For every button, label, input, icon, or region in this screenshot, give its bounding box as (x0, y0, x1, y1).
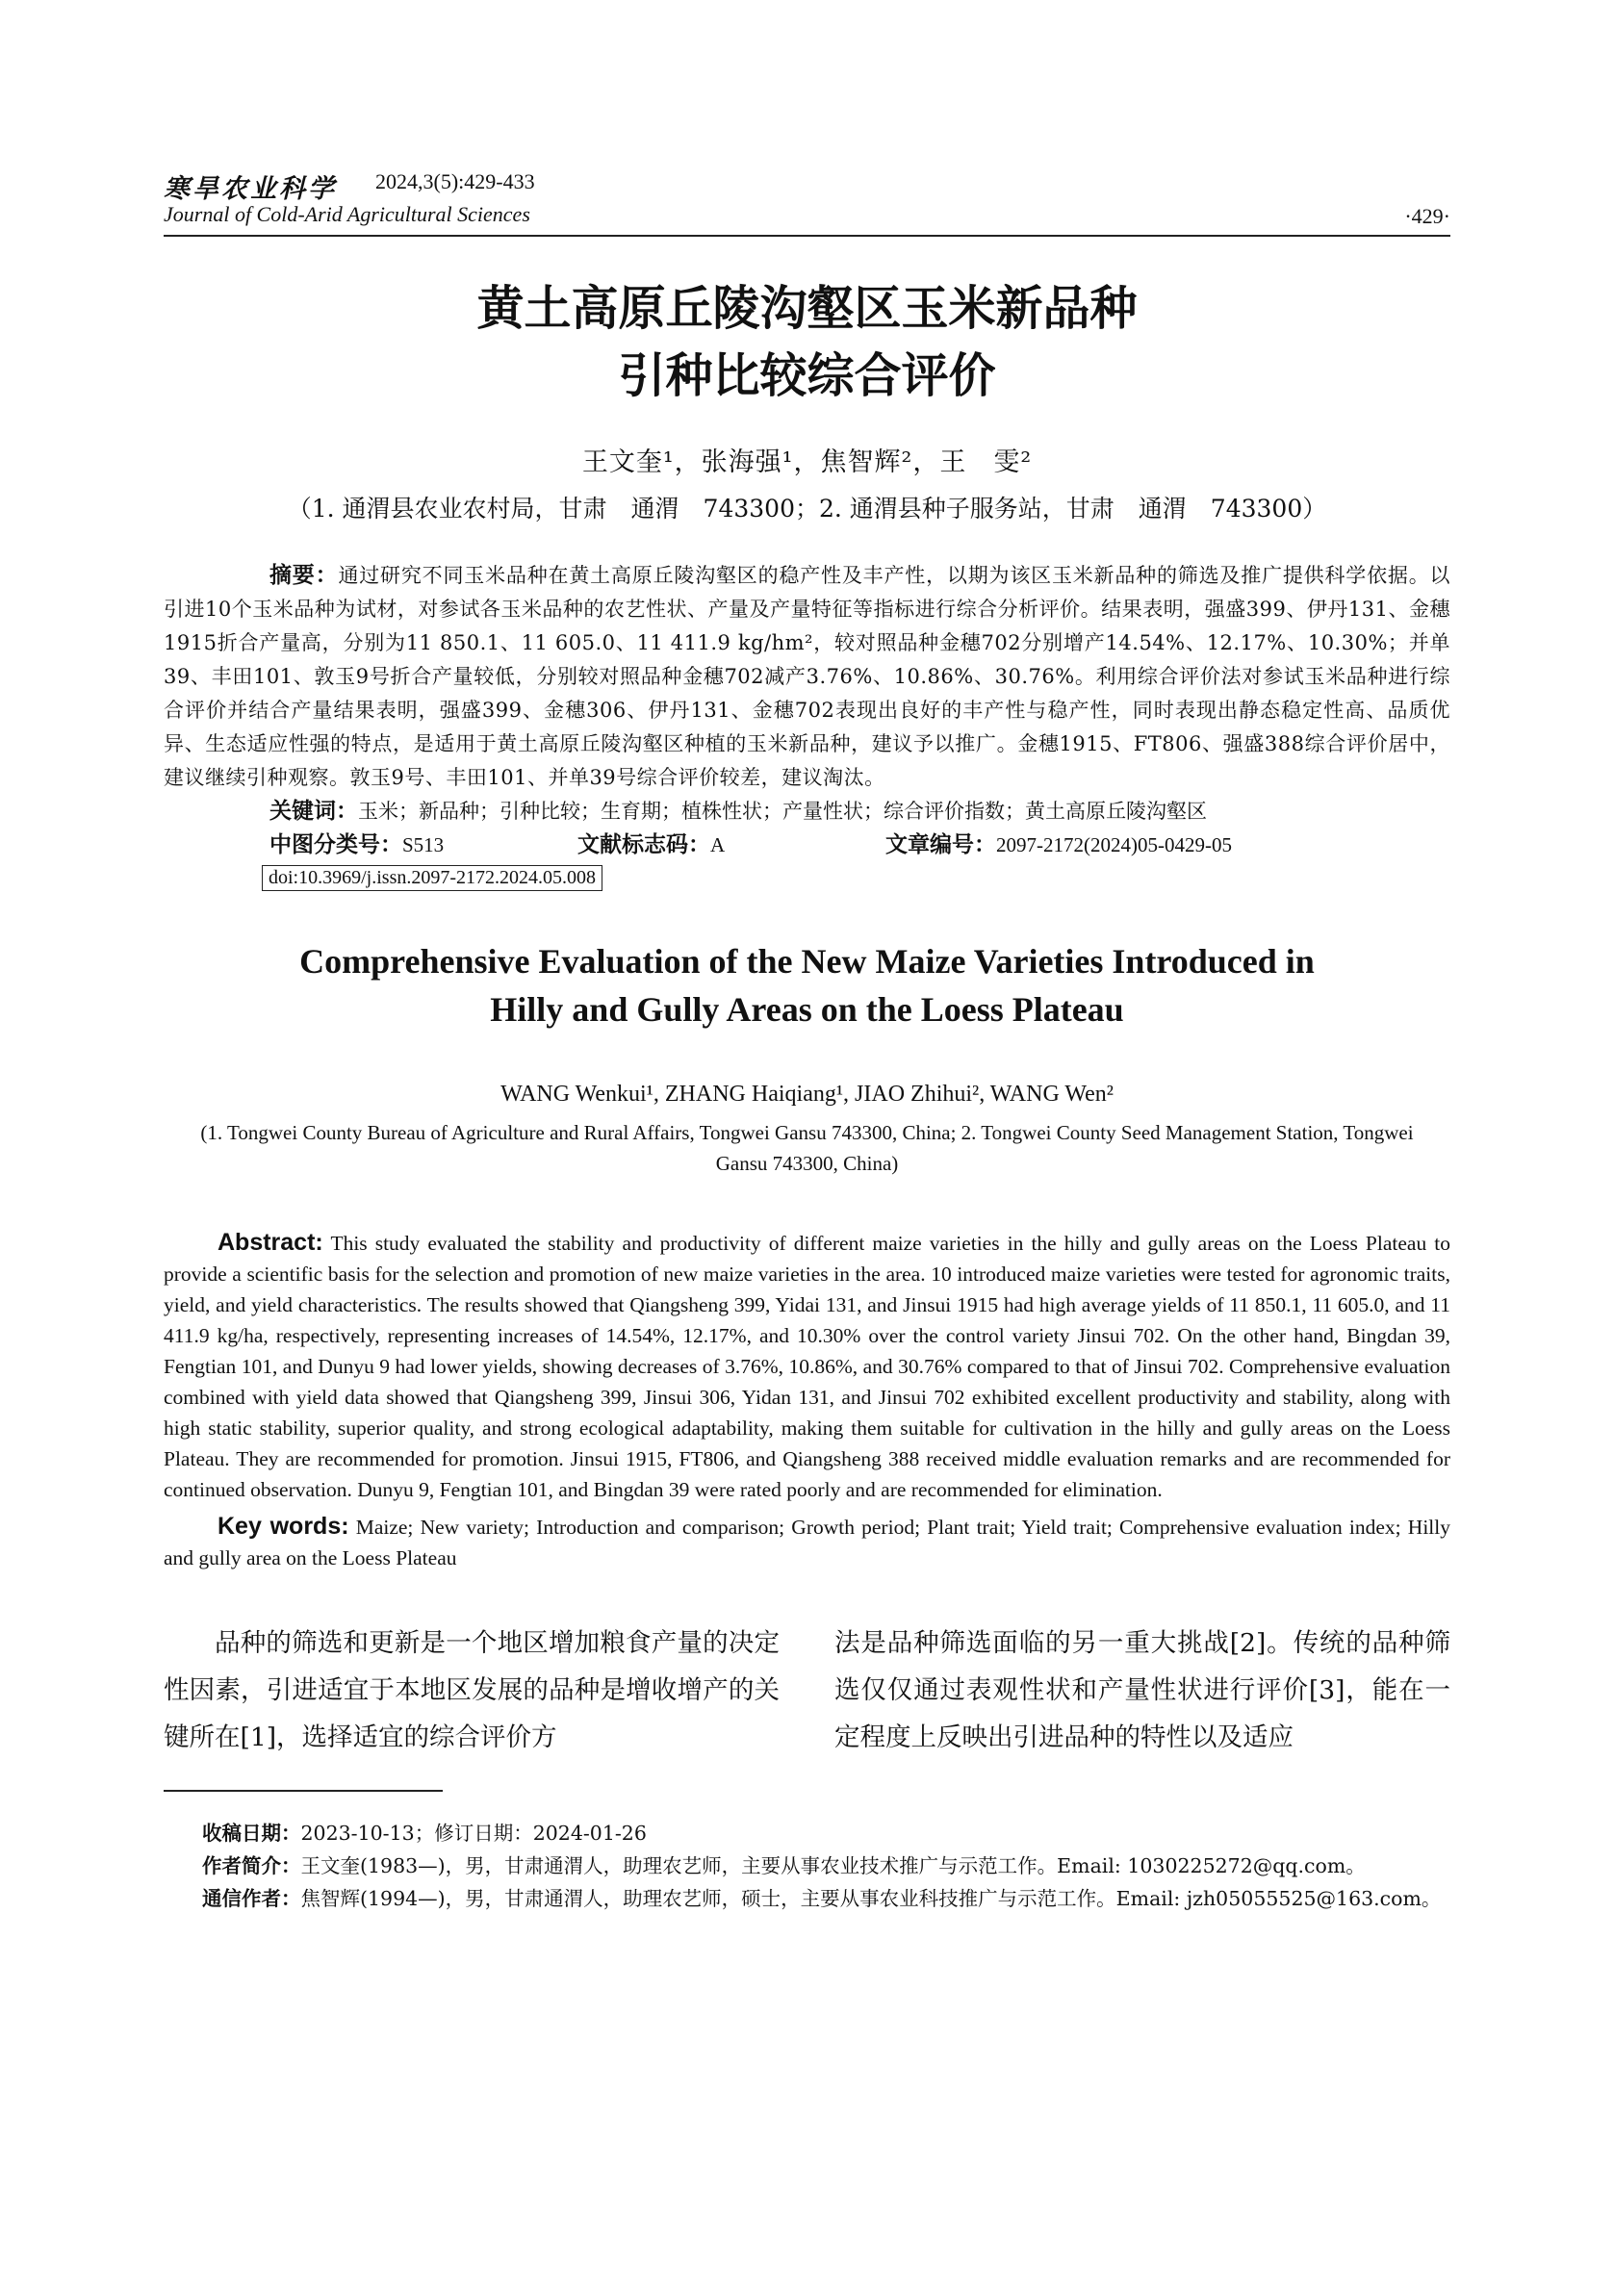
abstract-en-label: Abstract: (218, 1229, 323, 1256)
clc-label: 中图分类号： (269, 832, 402, 857)
article-number-cell (885, 829, 1232, 861)
title-cn-line-1: 黄土高原丘陵沟壑区玉米新品种 (476, 281, 1138, 336)
keywords-en-text: Maize; New variety; Introduction and comparison; Growth period; Plant trait; Yield trait; Comprehensive evaluation index; Hilly and gully area on the Loess Plateau (164, 1516, 1450, 1569)
body-text (164, 1620, 1450, 1761)
authors-en: WANG Wenkui¹, ZHANG Haiqiang¹, JIAO Zhihui², WANG Wen² (500, 1082, 1114, 1107)
doc-code-value: A (710, 833, 726, 856)
title-cn (164, 275, 1450, 410)
journal-name-cn: 寒旱农业科学 (164, 174, 337, 204)
body-column-left: 品种的筛选和更新是一个地区增加粮食产量的决定性因素，引进适宜于本地区发展的品种是增收增产的关键所在[1]，选择适宜的综合评价方 (164, 1628, 780, 1752)
classification-row (269, 829, 1450, 861)
abstract-cn (164, 559, 1450, 795)
abstract-en-text: This study evaluated the stability and productivity of different maize varieties in the hilly and gully areas on the Loess Plateau to provide a scientific basis for the selection and promotion of new maize varieties in the area. 10 introduced maize varieties were tested for agronomic traits, yield, and yield characteristics. The results showed that Qiangsheng 399, Yidai 131, and Jinsui 1915 had high average yields of 11 850.1, 11 605.0, and 11 411.9 kg/ha, respectively, representing increases of 14.54%, 12.17%, and 10.30% over the control variety Jinsui 702. On the other hand, Bingdan 39, Fengtian 101, and Dunyu 9 had lower yields, showing decreases of 3.76%, 10.86%, and 30.76% compared to that of Jinsui 702. Comprehensive evaluation combined with yield data showed that Qiangsheng 399, Jinsui 306, Yidan 131, and Jinsui 702 exhibited excellent productivity and stability, along with high static stability, superior quality, and strong ecological adaptability, making them suitable for cultivation in the hilly and gully areas on the Loess Plateau. They are recommended for promotion. Jinsui 1915, FT806, and Qiangsheng 388 received middle evaluation remarks and are recommended for continued observation. Dunyu 9, Fengtian 101, and Bingdan 39 were rated poorly and are recommended for elimination. (164, 1232, 1451, 1501)
footnote-received-text: 2023-10-13；修订日期：2024-01-26 (300, 1822, 647, 1845)
footnote-corresponding-label: 通信作者： (202, 1887, 301, 1910)
footnote-received-label: 收稿日期： (202, 1822, 301, 1845)
body-column-right: 法是品种筛选面临的另一重大挑战[2]。传统的品种筛选仅仅通过表观性状和产量性状进行评价[3]，能在一定程度上反映出引进品种的特性以及适应 (834, 1628, 1450, 1752)
footnote-author (164, 1850, 1450, 1882)
affiliation-en: (1. Tongwei County Bureau of Agriculture and Rural Affairs, Tongwei Gansu 743300, China; 2. Tongwei County Seed Management Station, Tongwei Gansu 743300, China) (200, 1121, 1414, 1175)
doc-code-cell (577, 829, 885, 861)
keywords-cn (269, 795, 1450, 829)
clc-value: S513 (402, 833, 445, 856)
abstract-cn-text: 通过研究不同玉米品种在黄土高原丘陵沟壑区的稳产性及丰产性，以期为该区玉米新品种的筛选及推广提供科学依据。以引进10个玉米品种为试材，对参试各玉米品种的农艺性状、产量及产量特征等指标进行综合分析评价。结果表明，强盛399、伊丹131、金穗1915折合产量高，分别为11 850.1、11 605.0、11 411.9 kg/hm²，较对照品种金穗702分别增产14.54%、12.17%、10.30%；并单39、丰田101、敦玉9号折合产量较低，分别较对照品种金穗702减产3.76%、10.86%、30.76%。利用综合评价法对参试玉米品种进行综合评价并结合产量结果表明，强盛399、金穗306、伊丹131、金穗702表现出良好的丰产性与稳产性，同时表现出静态稳定性高、品质优异、生态适应性强的特点，是适用于黄土高原丘陵沟壑区种植的玉米新品种，建议予以推广。金穗1915、FT806、强盛388综合评价居中，建议继续引种观察。敦玉9号、丰田101、并单39号综合评价较差，建议淘汰。 (164, 564, 1451, 789)
affiliation-cn: （1. 通渭县农业农村局，甘肃 通渭 743300；2. 通渭县种子服务站，甘肃 通渭 743300） (287, 495, 1327, 523)
article-number-value: 2097-2172(2024)05-0429-05 (996, 833, 1232, 856)
footnote-author-text: 王文奎(1983—)，男，甘肃通渭人，助理农艺师，主要从事农业技术推广与示范工作。Email: 1030225272@qq.com。 (300, 1854, 1366, 1877)
title-en-line-1: Comprehensive Evaluation of the New Maize Varieties Introduced in (299, 942, 1315, 981)
title-en-line-2: Hilly and Gully Areas on the Loess Plateau (490, 990, 1124, 1029)
journal-citation: 2024,3(5):429-433 (375, 169, 535, 193)
journal-name-en: Journal of Cold-Arid Agricultural Sciences (164, 202, 530, 226)
journal-header (164, 154, 1450, 237)
keywords-cn-label: 关键词： (269, 799, 358, 824)
authors-cn: 王文奎¹，张海强¹，焦智辉²，王 雯² (581, 447, 1033, 477)
article-number-label: 文章编号： (885, 832, 996, 857)
footnote-corresponding (164, 1882, 1450, 1915)
keywords-cn-text: 玉米；新品种；引种比较；生育期；植株性状；产量性状；综合评价指数；黄土高原丘陵沟壑区 (358, 800, 1207, 823)
title-en (164, 937, 1450, 1033)
keywords-en-label: Key words: (218, 1513, 349, 1540)
footnote-received (164, 1817, 1450, 1850)
title-cn-line-2: 引种比较综合评价 (618, 348, 996, 403)
footnote-corresponding-text: 焦智辉(1994—)，男，甘肃通渭人，助理农艺师，硕士，主要从事农业科技推广与示范工作。Email: jzh05055525@163.com。 (300, 1887, 1442, 1910)
clc-cell (269, 829, 577, 861)
footnote-author-label: 作者简介： (202, 1854, 301, 1877)
abstract-en (164, 1227, 1450, 1505)
footnote-divider (164, 1790, 443, 1792)
doi-link[interactable]: doi:10.3969/j.issn.2097-2172.2024.05.008 (262, 865, 602, 891)
footnotes (164, 1817, 1450, 1915)
doc-code-label: 文献标志码： (577, 832, 710, 857)
page-number: ·429· (1404, 204, 1450, 228)
keywords-en (164, 1511, 1450, 1573)
abstract-cn-label: 摘要： (269, 563, 339, 588)
